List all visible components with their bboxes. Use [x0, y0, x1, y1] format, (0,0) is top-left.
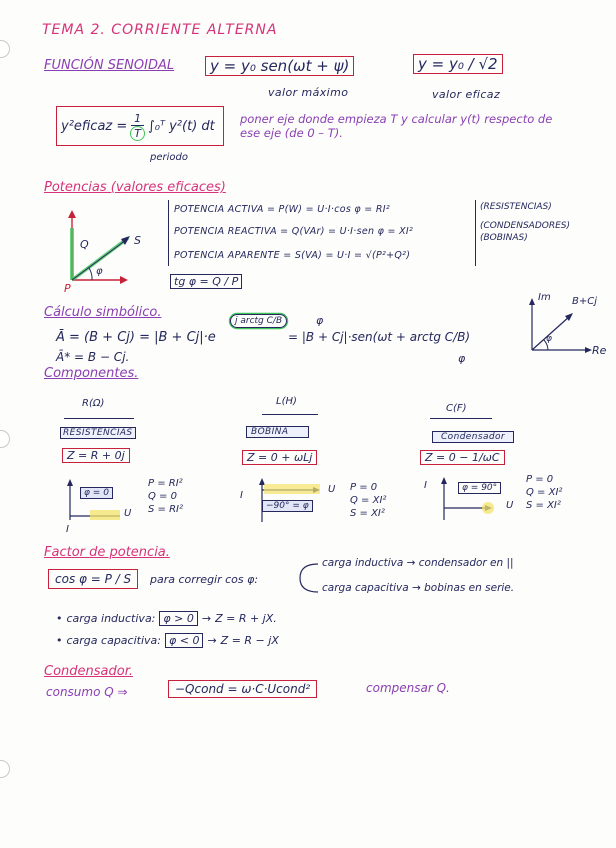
comp-r-q: Q = 0 — [148, 491, 177, 502]
arrow-icon: → — [207, 634, 217, 647]
condensador-result: compensar Q. — [366, 681, 450, 695]
eficaz-note-text: poner eje donde empieza T y calcular y(t) respecto de ese eje (de 0 – T). — [240, 112, 553, 140]
comp-c-q: Q = XI² — [526, 487, 563, 498]
funcion-formula: y = y₀ sen(ωt + ψ) — [205, 56, 354, 76]
phasor-r-angle: φ = 0 — [80, 487, 113, 499]
eficaz-lhs: y²eficaz = — [61, 118, 128, 134]
frac-num: 1 — [131, 112, 144, 126]
calculo-under: φ — [458, 352, 466, 365]
condensador-heading: Condensador. — [44, 664, 133, 679]
triangle-phi: φ — [96, 266, 103, 277]
comp-l-s: S = XI² — [350, 508, 385, 519]
potencia-activa-note: (RESISTENCIAS) — [480, 202, 552, 212]
comp-l-name: BOBINA — [246, 426, 309, 438]
page-title: TEMA 2. CORRIENTE ALTERNA — [42, 22, 278, 38]
factor-brace — [296, 560, 320, 596]
calculo-line1a: Ā = (B + Cj) = |B + Cj|·e — [56, 330, 216, 345]
calculo-line1b: = |B + Cj|·sen(ωt + arctg C/B) — [288, 330, 471, 344]
comp-r-name: RESISTENCIAS — [60, 427, 136, 439]
phasor-l-angle: −90° = φ — [262, 500, 313, 512]
bullet2-result: Z = R − jX — [220, 634, 279, 647]
factor-heading: Factor de potencia. — [44, 545, 170, 560]
calculo-exp: j arctg C/B — [230, 314, 287, 328]
bullet-dot: • — [56, 634, 63, 647]
funcion-amp-note: valor máximo — [268, 86, 349, 99]
resistor-symbol — [64, 418, 134, 419]
capacitor-symbol — [430, 418, 492, 419]
bullet-dot: • — [56, 612, 63, 625]
phasor-l-u: U — [328, 484, 336, 495]
power-triangle — [62, 208, 152, 288]
phasor-r — [60, 478, 130, 528]
plane-im: Im — [538, 292, 551, 303]
condensador-consumo: consumo Q ⇒ — [46, 685, 128, 699]
potencias-heading: Potencias (valores eficaces) — [44, 180, 226, 195]
comp-c-z: Z = 0 − 1/ωC — [420, 450, 505, 465]
plane-phi: φ — [546, 334, 552, 344]
phasor-c-u: U — [506, 500, 514, 511]
comp-c-symbol: C(F) — [446, 403, 467, 414]
componentes-heading: Componentes. — [44, 366, 139, 381]
bullet2-label: carga capacitiva: — [66, 634, 161, 647]
factor-branch1: carga inductiva → condensador en || — [322, 557, 514, 569]
potencia-activa: POTENCIA ACTIVA = P(W) = U·I·cos φ = RI² — [174, 204, 390, 215]
eficaz-integral-box — [56, 106, 224, 146]
binder-hole — [0, 430, 10, 448]
bullet1-label: carga inductiva: — [66, 612, 156, 625]
binder-hole — [0, 40, 10, 58]
plane-vec: B+Cj — [572, 296, 597, 307]
plane-re: Re — [592, 344, 607, 357]
comp-l-z: Z = 0 + ωLj — [242, 450, 317, 465]
factor-text: para corregir cos φ: — [150, 573, 259, 586]
calculo-line2: Ā* = B − Cj. — [56, 350, 130, 364]
bullet1-box: φ > 0 — [159, 611, 197, 626]
comp-c-p: P = 0 — [526, 474, 554, 485]
arrow-icon: → — [201, 612, 212, 625]
factor-formula: cos φ = P / S — [48, 569, 138, 589]
comp-l-q: Q = XI² — [350, 495, 387, 506]
inductor-symbol — [262, 414, 318, 415]
phasor-c-i: I — [424, 480, 427, 491]
potencia-reactiva-note: (CONDENSADORES) (BOBINAS) — [480, 221, 571, 243]
potencia-reactiva: POTENCIA REACTIVA = Q(VAr) = U·I·sen φ = XI² — [174, 226, 414, 237]
periodo-label: periodo — [150, 152, 188, 163]
calculo-heading: Cálculo simbólico. — [44, 305, 162, 320]
frac-den: T — [130, 126, 145, 141]
funcion-heading: FUNCIÓN SENOIDAL — [44, 58, 175, 73]
comp-r-symbol: R(Ω) — [82, 398, 105, 409]
phasor-r-i: I — [66, 524, 69, 535]
comp-r-z: Z = R + 0j — [62, 448, 130, 463]
potencia-aparente: POTENCIA APARENTE = S(VA) = U·I = √(P²+Q²) — [174, 250, 411, 261]
eficaz-formula: y = y₀ / √2 — [413, 54, 503, 74]
phasor-l-i: I — [240, 490, 243, 501]
eficaz-integral: ∫₀ᵀ y²(t) dt — [148, 118, 215, 134]
triangle-p: P — [64, 282, 71, 295]
comp-r-p: P = RI² — [148, 478, 183, 489]
calculo-exp-label: φ — [316, 314, 324, 327]
triangle-q: Q — [80, 238, 89, 251]
phasor-r-u: U — [124, 508, 132, 519]
triangle-s: S — [134, 234, 141, 247]
factor-branch2: carga capacitiva → bobinas en serie. — [322, 582, 515, 594]
bullet1-result: Z = R + jX. — [215, 612, 277, 625]
tan-formula: tg φ = Q / P — [170, 274, 242, 289]
comp-l-p: P = 0 — [350, 482, 378, 493]
phasor-c-angle: φ = 90° — [458, 482, 501, 494]
bullet2 — [56, 633, 279, 648]
comp-r-s: S = RI² — [148, 504, 183, 515]
binder-hole — [0, 760, 10, 778]
eficaz-note: valor eficaz — [432, 88, 501, 101]
bullet1 — [56, 611, 277, 626]
bullet2-box: φ < 0 — [165, 633, 203, 648]
condensador-box: −Qcond = ω·C·Ucond² — [168, 680, 317, 698]
comp-l-symbol: L(H) — [276, 396, 297, 407]
comp-c-s: S = XI² — [526, 500, 561, 511]
comp-c-name: Condensador — [432, 431, 514, 443]
